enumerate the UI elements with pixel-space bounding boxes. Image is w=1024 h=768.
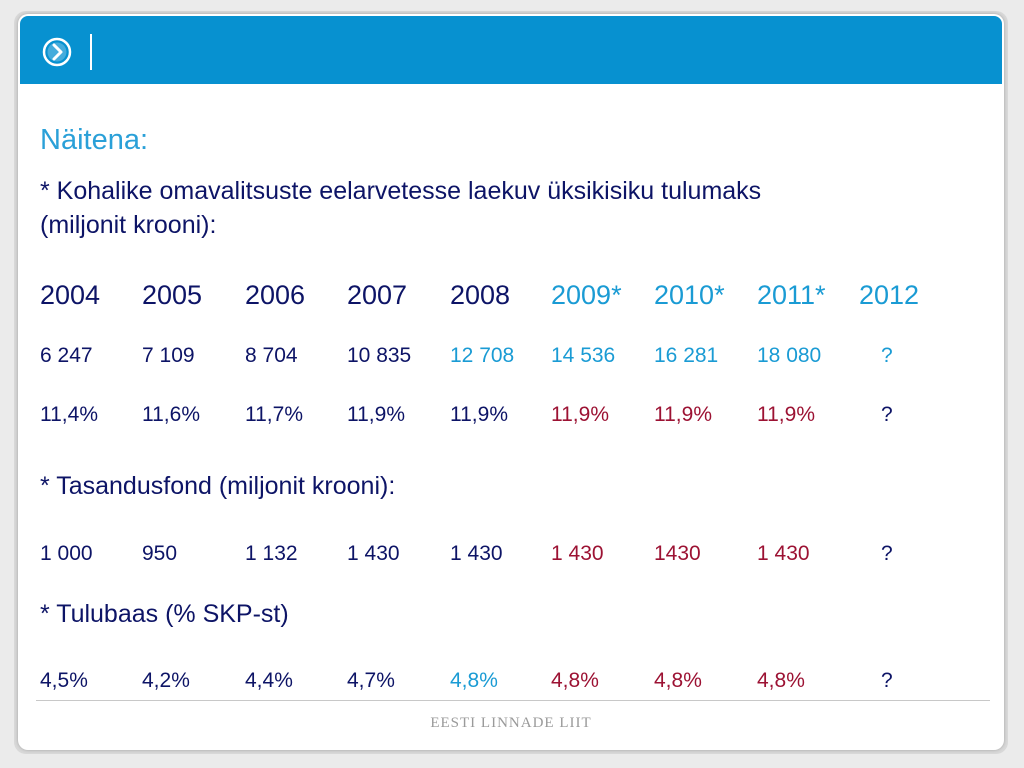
income-tax-cell: 16 281 (654, 344, 719, 367)
income-tax-cell: 10 835 (347, 344, 412, 367)
year-cell: 2011* (757, 280, 826, 310)
equalization-heading: * Tasandusfond (miljonit krooni): (40, 472, 396, 500)
income-share-cell: 11,7% (245, 403, 303, 426)
revenue-base-cell: 4,2% (142, 669, 190, 692)
income-tax-cell: 8 704 (245, 344, 298, 367)
income-tax-cell: ? (881, 344, 893, 367)
revenue-base-cell: 4,8% (757, 669, 805, 692)
income-share-cell: 11,9% (654, 403, 712, 426)
year-cell: 2010* (654, 280, 725, 310)
slide (18, 14, 1004, 750)
year-cell: 2007 (347, 280, 408, 310)
years-row (18, 282, 1004, 312)
equalization-cell: 1430 (654, 542, 701, 565)
revenue-base-cell: 4,8% (551, 669, 599, 692)
income-tax-heading-line2: (miljonit krooni): (40, 211, 217, 239)
revenue-base-heading: * Tulubaas (% SKP-st) (40, 600, 289, 628)
revenue-base-cell: 4,8% (450, 669, 498, 692)
income-share-cell: ? (881, 403, 893, 426)
arrow-right-circle-icon[interactable] (42, 37, 72, 67)
year-cell: 2009* (551, 280, 622, 310)
income-share-cell: 11,9% (551, 403, 609, 426)
year-cell: 2006 (245, 280, 306, 310)
header-bar (20, 16, 1002, 84)
income-share-cell: 11,9% (757, 403, 815, 426)
income-tax-cell: 12 708 (450, 344, 515, 367)
income-tax-row (18, 345, 1004, 375)
year-cell: 2004 (40, 280, 101, 310)
income-share-row (18, 404, 1004, 434)
equalization-cell: 1 430 (551, 542, 604, 565)
revenue-base-cell: 4,5% (40, 669, 88, 692)
revenue-base-cell: ? (881, 669, 893, 692)
equalization-cell: 950 (142, 542, 178, 565)
year-cell: 2008 (450, 280, 511, 310)
revenue-base-cell: 4,7% (347, 669, 395, 692)
revenue-base-cell: 4,8% (654, 669, 702, 692)
footer-brand: EESTI LINNADE LIIT (430, 715, 592, 731)
slide-title: Näitena: (40, 124, 149, 156)
income-share-cell: 11,9% (450, 403, 508, 426)
revenue-base-cell: 4,4% (245, 669, 293, 692)
equalization-row (18, 543, 1004, 573)
income-tax-cell: 7 109 (142, 344, 195, 367)
footer-divider (36, 700, 990, 701)
year-cell: 2005 (142, 280, 203, 310)
income-tax-cell: 6 247 (40, 344, 93, 367)
equalization-cell: 1 430 (347, 542, 400, 565)
equalization-cell: 1 430 (757, 542, 810, 565)
income-share-cell: 11,4% (40, 403, 98, 426)
income-tax-heading-line1: * Kohalike omavalitsuste eelarvetesse laekuv üksikisiku tulumaks (40, 177, 762, 205)
income-share-cell: 11,6% (142, 403, 200, 426)
income-tax-cell: 18 080 (757, 344, 822, 367)
year-cell: 2012 (859, 280, 920, 310)
header-divider (90, 34, 92, 70)
income-share-cell: 11,9% (347, 403, 405, 426)
income-tax-cell: 14 536 (551, 344, 616, 367)
revenue-base-row (18, 670, 1004, 700)
equalization-cell: 1 430 (450, 542, 503, 565)
equalization-cell: 1 000 (40, 542, 93, 565)
equalization-cell: ? (881, 542, 893, 565)
equalization-cell: 1 132 (245, 542, 298, 565)
